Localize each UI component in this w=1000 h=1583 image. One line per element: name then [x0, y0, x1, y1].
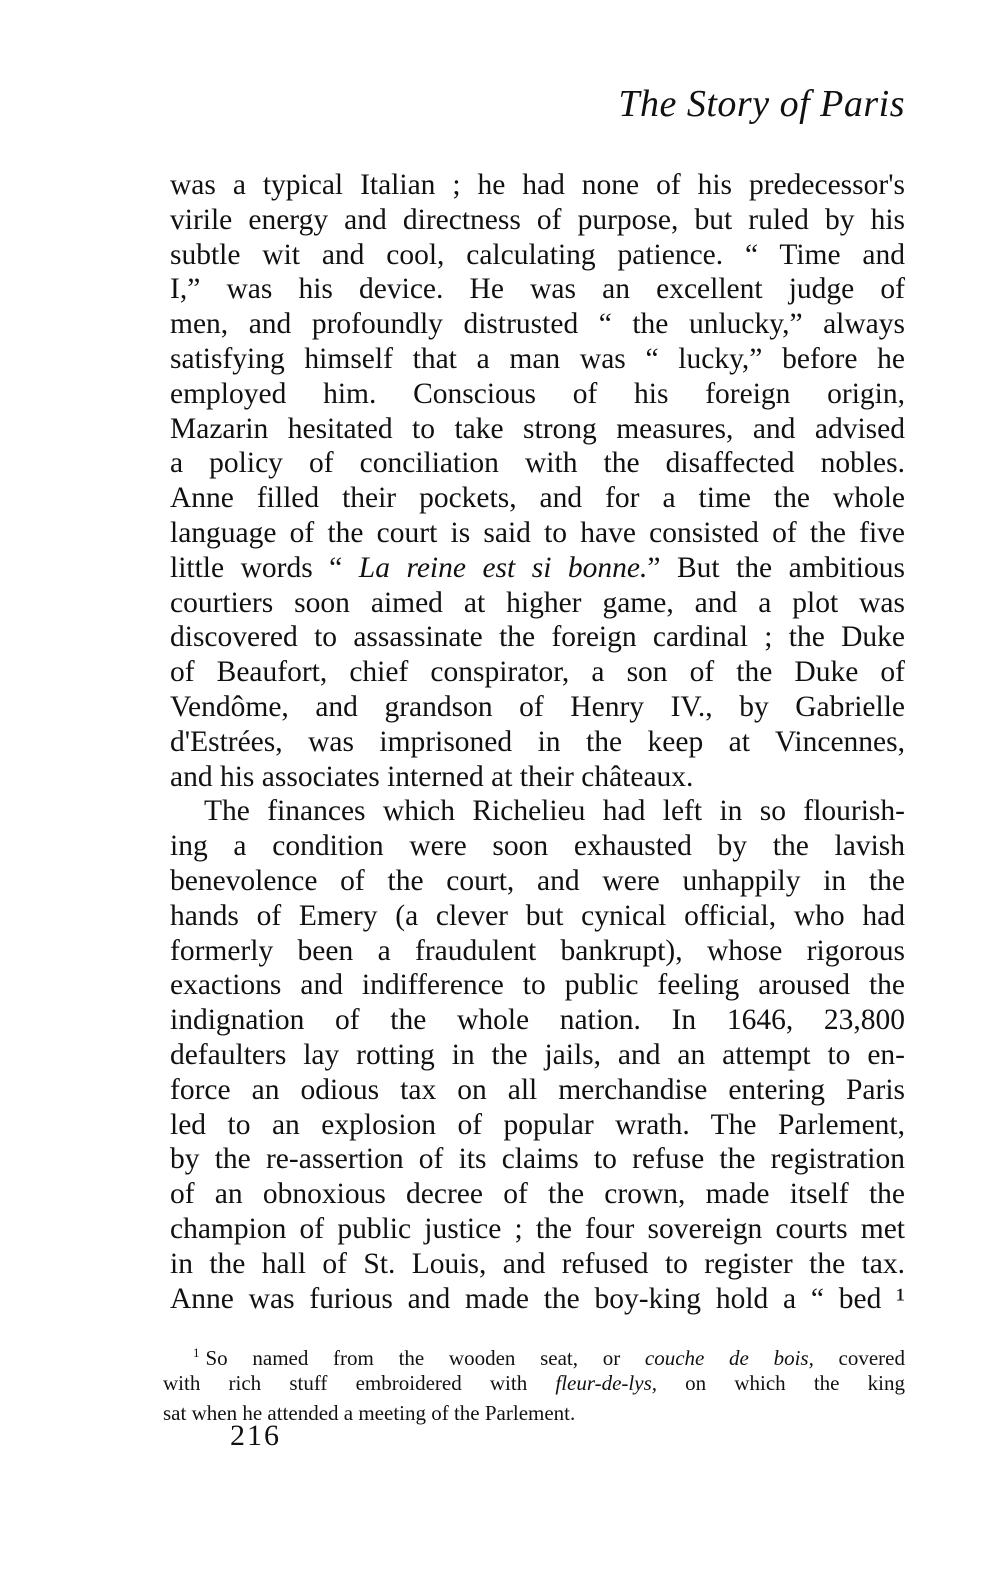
page-number: 216 — [230, 1419, 281, 1452]
text-line: led to an explosion of popular wrath. The Parlement, — [170, 1108, 905, 1141]
text-run: covered — [813, 1346, 905, 1370]
text-line: language of the court is said to have consisted of the five — [170, 516, 905, 549]
text-line — [170, 551, 905, 586]
text-line: force an odious tax on all merchandise entering Paris — [170, 1073, 905, 1106]
text-run: So named from the wooden seat, or — [205, 1346, 645, 1370]
text-line: courtiers soon aimed at higher game, and a plot was — [170, 586, 905, 619]
text-line: by the re-assertion of its claims to refuse the registration — [170, 1143, 905, 1176]
text-line: indignation of the whole nation. In 1646, 23,800 — [170, 1004, 905, 1037]
text-line: defaulters lay rotting in the jails, and an attempt to en- — [170, 1038, 905, 1071]
running-head: The Story of Paris — [618, 83, 905, 125]
text-line: benevolence of the court, and were unhappily in the — [170, 864, 905, 897]
text-line: in the hall of St. Louis, and refused to register the tax. — [170, 1247, 905, 1280]
text-line: satisfying himself that a man was “ lucky,” before he — [170, 342, 905, 375]
text-line: Mazarin hesitated to take strong measures, and advised — [170, 412, 905, 445]
text-line: The finances which Richelieu had left in so flourish- — [204, 795, 905, 828]
text-line: champion of public justice ; the four sovereign courts met — [170, 1212, 905, 1245]
body-text — [170, 168, 905, 1316]
text-run: with rich stuff embroidered with — [163, 1371, 556, 1395]
text-run: on which the king — [657, 1371, 905, 1395]
footnote-line — [163, 1368, 905, 1398]
text-line: and his associates interned at their châteaux. — [170, 760, 694, 793]
text-line: ing a condition were soon exhausted by the lavish — [170, 830, 905, 863]
footnote-marker: 1 — [193, 1345, 200, 1360]
text-line: virile energy and directness of purpose, but ruled by his — [170, 203, 905, 236]
text-line: was a typical Italian ; he had none of his predecessor's — [170, 169, 905, 201]
text-run: ” But the ambitious — [647, 551, 905, 584]
text-line: discovered to assassinate the foreign cardinal ; the Duke — [170, 621, 905, 654]
text-line: hands of Emery (a clever but cynical official, who had — [170, 899, 905, 932]
italic-phrase: couche de bois, — [644, 1346, 814, 1370]
text-line: exactions and indifference to public feeling aroused the — [170, 969, 905, 1002]
footnote — [163, 1338, 905, 1428]
text-line: I,” was his device. He was an excellent judge of — [170, 273, 905, 306]
text-line: of an obnoxious decree of the crown, made itself the — [170, 1178, 905, 1211]
italic-phrase: La reine est si bonne. — [358, 551, 648, 584]
italic-phrase: fleur-de-lys, — [555, 1371, 658, 1395]
text-run: sat when he attended a meeting of the Parlement. — [163, 1401, 576, 1425]
text-line: Anne was furious and made the boy-king hold a “ bed ¹ — [170, 1282, 905, 1315]
text-line: men, and profoundly distrusted “ the unlucky,” always — [170, 308, 905, 341]
text-run: little words “ — [170, 551, 359, 584]
text-line: formerly been a fraudulent bankrupt), whose rigorous — [170, 934, 905, 967]
text-line: Anne filled their pockets, and for a time the whole — [170, 482, 905, 515]
text-line: of Beaufort, chief conspirator, a son of the Duke of — [170, 656, 905, 689]
text-line: Vendôme, and grandson of Henry IV., by Gabrielle — [170, 690, 905, 723]
text-line: subtle wit and cool, calculating patience. “ Time and — [170, 238, 905, 271]
text-line: d'Estrées, was imprisoned in the keep at Vincennes, — [170, 725, 905, 758]
text-line: a policy of conciliation with the disaffected nobles. — [170, 447, 905, 480]
footnote-line — [163, 1338, 905, 1368]
text-line: employed him. Conscious of his foreign origin, — [170, 377, 905, 410]
